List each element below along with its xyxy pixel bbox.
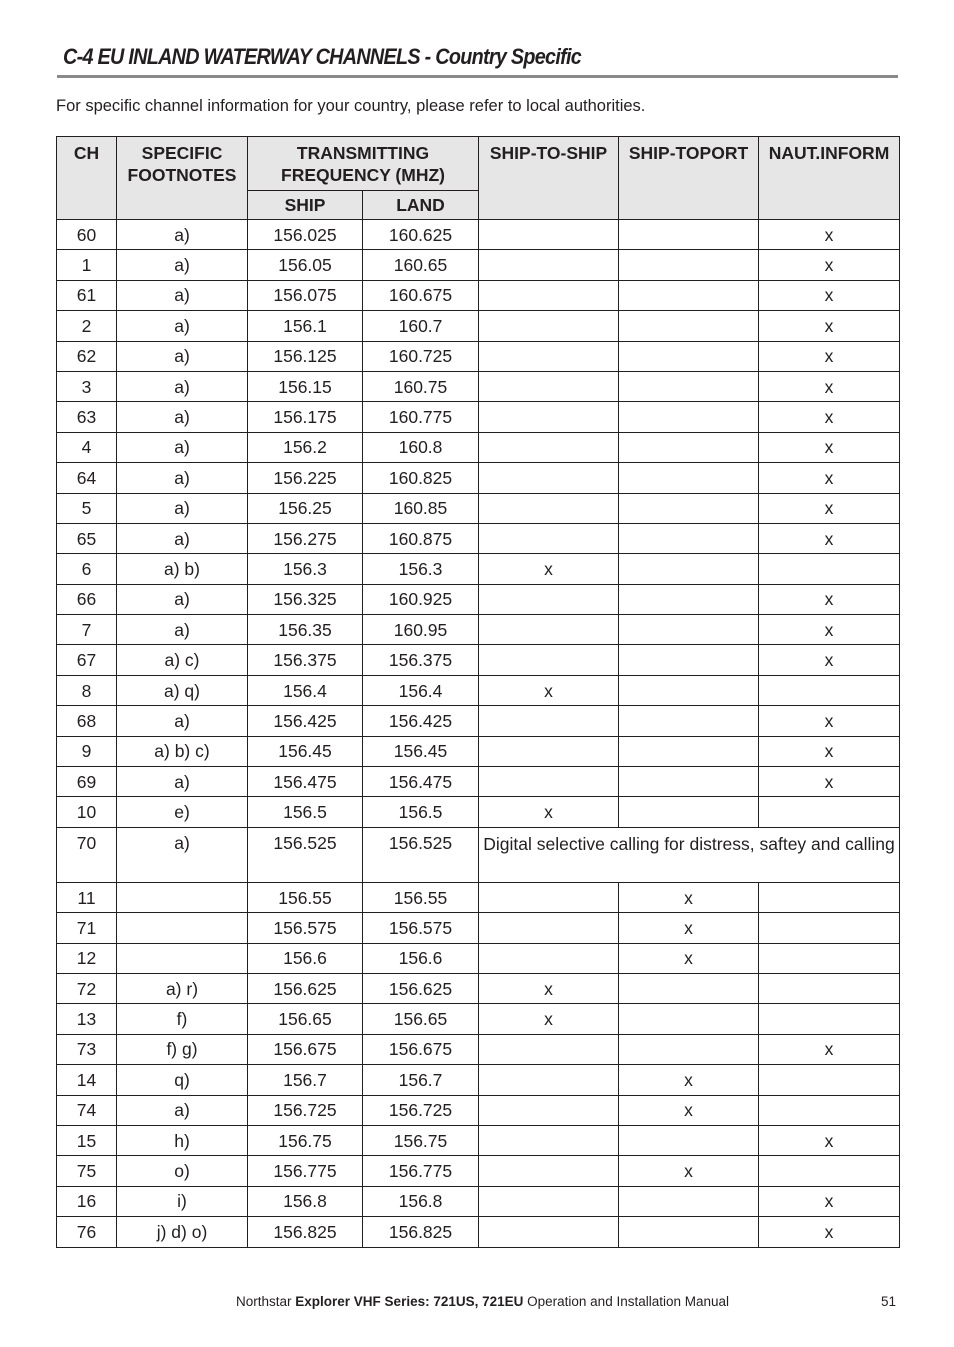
cell-land-frequency: 156.575 (363, 913, 479, 943)
table-row (57, 1034, 900, 1064)
cell-ship-frequency: 156.3 (248, 554, 363, 584)
cell-footnotes (117, 913, 248, 943)
table-row (57, 554, 900, 584)
cell-footnotes: a) (117, 493, 248, 523)
cell-land-frequency: 156.375 (363, 645, 479, 675)
channel-rows (57, 220, 900, 1248)
cell-land-frequency: 160.8 (363, 432, 479, 462)
table-row (57, 797, 900, 827)
cell-naut-inform: x (759, 523, 900, 553)
cell-ship-to-ship (479, 250, 619, 280)
cell-land-frequency: 156.525 (363, 827, 479, 882)
cell-land-frequency: 160.75 (363, 371, 479, 401)
cell-naut-inform: x (759, 402, 900, 432)
table-row (57, 1004, 900, 1034)
cell-ship-toport (619, 493, 759, 523)
table-row (57, 706, 900, 736)
cell-ship-to-ship (479, 767, 619, 797)
cell-ship-toport (619, 645, 759, 675)
cell-footnotes: a) (117, 1095, 248, 1125)
cell-ship-frequency: 156.65 (248, 1004, 363, 1034)
table-row (57, 402, 900, 432)
cell-land-frequency: 160.7 (363, 311, 479, 341)
cell-channel: 12 (57, 943, 117, 973)
table-row (57, 675, 900, 705)
cell-land-frequency: 156.775 (363, 1156, 479, 1186)
cell-channel: 72 (57, 973, 117, 1003)
cell-ship-to-ship (479, 584, 619, 614)
cell-ship-to-ship (479, 1095, 619, 1125)
cell-naut-inform: x (759, 220, 900, 250)
cell-land-frequency: 156.825 (363, 1217, 479, 1247)
cell-naut-inform (759, 1156, 900, 1186)
table-row (57, 1095, 900, 1125)
cell-channel: 2 (57, 311, 117, 341)
cell-ship-frequency: 156.525 (248, 827, 363, 882)
cell-ship-frequency: 156.475 (248, 767, 363, 797)
cell-channel: 69 (57, 767, 117, 797)
cell-land-frequency: 156.7 (363, 1065, 479, 1095)
cell-ship-to-ship (479, 943, 619, 973)
cell-naut-inform: x (759, 615, 900, 645)
cell-ship-toport: x (619, 1156, 759, 1186)
cell-land-frequency: 160.85 (363, 493, 479, 523)
cell-naut-inform (759, 797, 900, 827)
cell-ship-to-ship: x (479, 675, 619, 705)
cell-naut-inform (759, 1095, 900, 1125)
cell-channel: 74 (57, 1095, 117, 1125)
table-row (57, 463, 900, 493)
cell-ship-toport (619, 1004, 759, 1034)
cell-land-frequency: 160.95 (363, 615, 479, 645)
cell-ship-to-ship (479, 432, 619, 462)
cell-channel: 8 (57, 675, 117, 705)
cell-channel: 70 (57, 827, 117, 882)
cell-ship-toport: x (619, 913, 759, 943)
cell-channel: 68 (57, 706, 117, 736)
cell-ship-to-ship (479, 615, 619, 645)
cell-ship-toport: x (619, 1065, 759, 1095)
cell-channel: 62 (57, 341, 117, 371)
cell-ship-toport: x (619, 943, 759, 973)
cell-ship-to-ship (479, 1186, 619, 1216)
cell-naut-inform: x (759, 1034, 900, 1064)
cell-footnotes: j) d) o) (117, 1217, 248, 1247)
cell-ship-to-ship (479, 523, 619, 553)
cell-ship-to-ship (479, 736, 619, 766)
cell-naut-inform: x (759, 463, 900, 493)
cell-ship-toport (619, 1034, 759, 1064)
header-land: LAND (363, 191, 479, 220)
cell-footnotes: a) (117, 584, 248, 614)
cell-land-frequency: 160.925 (363, 584, 479, 614)
cell-land-frequency: 156.8 (363, 1186, 479, 1216)
cell-naut-inform: x (759, 706, 900, 736)
cell-footnotes: a) (117, 311, 248, 341)
cell-ship-toport (619, 341, 759, 371)
cell-footnotes: i) (117, 1186, 248, 1216)
cell-channel: 13 (57, 1004, 117, 1034)
cell-channel: 7 (57, 615, 117, 645)
cell-ship-frequency: 156.55 (248, 882, 363, 912)
cell-land-frequency: 156.3 (363, 554, 479, 584)
cell-naut-inform: x (759, 371, 900, 401)
table-row (57, 913, 900, 943)
cell-ship-toport (619, 973, 759, 1003)
cell-channel: 14 (57, 1065, 117, 1095)
table-row (57, 432, 900, 462)
cell-ship-to-ship (479, 913, 619, 943)
cell-ship-frequency: 156.575 (248, 913, 363, 943)
cell-ship-frequency: 156.625 (248, 973, 363, 1003)
cell-channel: 60 (57, 220, 117, 250)
table-row (57, 250, 900, 280)
cell-naut-inform: x (759, 736, 900, 766)
cell-ship-frequency: 156.2 (248, 432, 363, 462)
footer-text (236, 1294, 729, 1309)
cell-naut-inform: x (759, 432, 900, 462)
cell-channel: 3 (57, 371, 117, 401)
cell-channel: 6 (57, 554, 117, 584)
cell-channel: 1 (57, 250, 117, 280)
cell-footnotes: a) (117, 767, 248, 797)
cell-footnotes: a) b) c) (117, 736, 248, 766)
cell-ship-frequency: 156.35 (248, 615, 363, 645)
cell-ship-toport (619, 371, 759, 401)
cell-land-frequency: 156.6 (363, 943, 479, 973)
cell-naut-inform (759, 1065, 900, 1095)
cell-ship-toport (619, 736, 759, 766)
cell-ship-frequency: 156.425 (248, 706, 363, 736)
cell-ship-to-ship: x (479, 973, 619, 1003)
cell-naut-inform: x (759, 280, 900, 310)
cell-ship-to-ship (479, 1156, 619, 1186)
cell-ship-frequency: 156.8 (248, 1186, 363, 1216)
cell-ship-frequency: 156.175 (248, 402, 363, 432)
cell-footnotes: a) (117, 463, 248, 493)
cell-footnotes: a) b) (117, 554, 248, 584)
table-row (57, 523, 900, 553)
cell-ship-frequency: 156.675 (248, 1034, 363, 1064)
cell-ship-frequency: 156.325 (248, 584, 363, 614)
cell-naut-inform: x (759, 341, 900, 371)
cell-channel: 65 (57, 523, 117, 553)
cell-ship-frequency: 156.225 (248, 463, 363, 493)
cell-ship-toport (619, 615, 759, 645)
cell-footnotes: a) (117, 706, 248, 736)
cell-ship-toport (619, 463, 759, 493)
cell-land-frequency: 156.4 (363, 675, 479, 705)
cell-channel: 71 (57, 913, 117, 943)
cell-ship-to-ship (479, 645, 619, 675)
table-row (57, 1065, 900, 1095)
cell-naut-inform (759, 973, 900, 1003)
cell-footnotes: a) q) (117, 675, 248, 705)
cell-ship-toport (619, 1125, 759, 1155)
cell-ship-toport (619, 523, 759, 553)
cell-channel: 4 (57, 432, 117, 462)
cell-ship-to-ship (479, 1065, 619, 1095)
cell-ship-frequency: 156.775 (248, 1156, 363, 1186)
cell-ship-toport (619, 432, 759, 462)
cell-channel: 76 (57, 1217, 117, 1247)
cell-footnotes: a) (117, 402, 248, 432)
cell-naut-inform: x (759, 1217, 900, 1247)
cell-footnotes: a) c) (117, 645, 248, 675)
cell-ship-toport: x (619, 882, 759, 912)
cell-footnotes: e) (117, 797, 248, 827)
table-row (57, 973, 900, 1003)
footer-prefix: Northstar (236, 1294, 296, 1309)
cell-naut-inform: x (759, 645, 900, 675)
cell-land-frequency: 160.825 (363, 463, 479, 493)
title-rule (57, 75, 898, 78)
cell-footnotes: q) (117, 1065, 248, 1095)
cell-ship-toport (619, 554, 759, 584)
table-row (57, 736, 900, 766)
cell-channel: 9 (57, 736, 117, 766)
header-ch: CH (57, 137, 117, 220)
table-row (57, 943, 900, 973)
cell-footnotes: h) (117, 1125, 248, 1155)
cell-ship-to-ship (479, 402, 619, 432)
cell-footnotes (117, 943, 248, 973)
cell-channel: 15 (57, 1125, 117, 1155)
cell-ship-to-ship (479, 882, 619, 912)
cell-ship-to-ship (479, 371, 619, 401)
cell-channel: 16 (57, 1186, 117, 1216)
cell-ship-toport: x (619, 1095, 759, 1125)
header-naut-inform: NAUT.INFORM (759, 137, 900, 220)
cell-channel: 63 (57, 402, 117, 432)
intro-text: For specific channel information for your country, please refer to local authorities. (56, 97, 646, 115)
cell-land-frequency: 156.475 (363, 767, 479, 797)
cell-naut-inform: x (759, 311, 900, 341)
cell-channel: 64 (57, 463, 117, 493)
cell-naut-inform: x (759, 250, 900, 280)
cell-land-frequency: 156.425 (363, 706, 479, 736)
cell-footnotes: a) (117, 280, 248, 310)
cell-footnotes: a) (117, 341, 248, 371)
table-row (57, 645, 900, 675)
cell-naut-inform (759, 675, 900, 705)
cell-land-frequency: 156.625 (363, 973, 479, 1003)
cell-channel: 5 (57, 493, 117, 523)
cell-footnotes: f) g) (117, 1034, 248, 1064)
cell-ship-frequency: 156.7 (248, 1065, 363, 1095)
cell-ship-toport (619, 797, 759, 827)
cell-naut-inform (759, 882, 900, 912)
cell-land-frequency: 160.625 (363, 220, 479, 250)
cell-footnotes (117, 882, 248, 912)
table-row (57, 767, 900, 797)
table-row (57, 493, 900, 523)
cell-naut-inform: x (759, 767, 900, 797)
cell-ship-frequency: 156.1 (248, 311, 363, 341)
page-title: C-4 EU INLAND WATERWAY CHANNELS - Country Specific (63, 44, 582, 69)
cell-channel: 66 (57, 584, 117, 614)
cell-naut-inform (759, 913, 900, 943)
table-row (57, 220, 900, 250)
cell-ship-to-ship (479, 1217, 619, 1247)
table-row (57, 882, 900, 912)
header-footnotes: SPECIFIC FOOTNOTES (117, 137, 248, 220)
table-row (57, 1186, 900, 1216)
table-row (57, 584, 900, 614)
cell-footnotes: a) (117, 371, 248, 401)
cell-ship-frequency: 156.6 (248, 943, 363, 973)
cell-ship-frequency: 156.075 (248, 280, 363, 310)
header-ship: SHIP (248, 191, 363, 220)
cell-ship-toport (619, 706, 759, 736)
cell-ship-to-ship: x (479, 1004, 619, 1034)
header-ship-to-ship: SHIP-TO-SHIP (479, 137, 619, 220)
cell-channel: 61 (57, 280, 117, 310)
cell-ship-frequency: 156.4 (248, 675, 363, 705)
cell-ship-frequency: 156.75 (248, 1125, 363, 1155)
cell-footnotes: a) r) (117, 973, 248, 1003)
cell-land-frequency: 160.775 (363, 402, 479, 432)
cell-ship-to-ship (479, 280, 619, 310)
cell-ship-to-ship (479, 220, 619, 250)
header-ship-toport: SHIP-TOPORT (619, 137, 759, 220)
table-row (57, 311, 900, 341)
cell-footnotes: a) (117, 827, 248, 882)
cell-land-frequency: 160.675 (363, 280, 479, 310)
cell-ship-to-ship (479, 1034, 619, 1064)
cell-naut-inform: x (759, 493, 900, 523)
cell-land-frequency: 156.675 (363, 1034, 479, 1064)
footer-suffix: Operation and Installation Manual (523, 1294, 730, 1309)
cell-land-frequency: 156.65 (363, 1004, 479, 1034)
cell-ship-to-ship (479, 1125, 619, 1155)
cell-land-frequency: 160.725 (363, 341, 479, 371)
cell-ship-to-ship (479, 706, 619, 736)
cell-ship-to-ship (479, 311, 619, 341)
cell-land-frequency: 156.55 (363, 882, 479, 912)
table-row (57, 371, 900, 401)
header-transmitting: TRANSMITTING FREQUENCY (MHZ) (248, 137, 479, 191)
cell-channel: 11 (57, 882, 117, 912)
cell-ship-frequency: 156.125 (248, 341, 363, 371)
cell-footnotes: a) (117, 220, 248, 250)
cell-ship-to-ship: x (479, 797, 619, 827)
table-row (57, 827, 900, 882)
table-row (57, 341, 900, 371)
table-row (57, 280, 900, 310)
cell-ship-frequency: 156.725 (248, 1095, 363, 1125)
cell-ship-frequency: 156.05 (248, 250, 363, 280)
cell-ship-toport (619, 311, 759, 341)
table-row (57, 1156, 900, 1186)
cell-ship-toport (619, 1217, 759, 1247)
cell-ship-frequency: 156.825 (248, 1217, 363, 1247)
cell-ship-to-ship: x (479, 554, 619, 584)
cell-dsc-note: Digital selective calling for distress, saftey and calling (479, 827, 900, 882)
channel-table (56, 136, 900, 1248)
cell-naut-inform (759, 554, 900, 584)
cell-naut-inform (759, 943, 900, 973)
cell-ship-frequency: 156.15 (248, 371, 363, 401)
cell-naut-inform: x (759, 584, 900, 614)
cell-footnotes: a) (117, 615, 248, 645)
cell-ship-toport (619, 1186, 759, 1216)
cell-channel: 73 (57, 1034, 117, 1064)
cell-ship-frequency: 156.5 (248, 797, 363, 827)
cell-ship-toport (619, 250, 759, 280)
cell-footnotes: a) (117, 523, 248, 553)
cell-channel: 67 (57, 645, 117, 675)
cell-ship-frequency: 156.45 (248, 736, 363, 766)
cell-land-frequency: 156.5 (363, 797, 479, 827)
cell-channel: 10 (57, 797, 117, 827)
cell-naut-inform: x (759, 1186, 900, 1216)
cell-naut-inform (759, 1004, 900, 1034)
cell-ship-toport (619, 402, 759, 432)
footer-product: Explorer VHF Series: 721US, 721EU (295, 1294, 524, 1309)
cell-ship-frequency: 156.275 (248, 523, 363, 553)
cell-ship-toport (619, 767, 759, 797)
table-row (57, 1217, 900, 1247)
cell-ship-frequency: 156.375 (248, 645, 363, 675)
cell-footnotes: a) (117, 250, 248, 280)
cell-ship-to-ship (479, 463, 619, 493)
cell-land-frequency: 156.45 (363, 736, 479, 766)
cell-ship-toport (619, 220, 759, 250)
cell-channel: 75 (57, 1156, 117, 1186)
table-row (57, 1125, 900, 1155)
table-row (57, 615, 900, 645)
cell-land-frequency: 160.875 (363, 523, 479, 553)
cell-ship-to-ship (479, 341, 619, 371)
cell-ship-frequency: 156.25 (248, 493, 363, 523)
cell-ship-frequency: 156.025 (248, 220, 363, 250)
cell-ship-to-ship (479, 493, 619, 523)
cell-footnotes: f) (117, 1004, 248, 1034)
cell-land-frequency: 156.725 (363, 1095, 479, 1125)
page-number: 51 (881, 1294, 897, 1309)
cell-land-frequency: 156.75 (363, 1125, 479, 1155)
cell-ship-toport (619, 280, 759, 310)
cell-ship-toport (619, 675, 759, 705)
cell-footnotes: o) (117, 1156, 248, 1186)
cell-naut-inform: x (759, 1125, 900, 1155)
cell-land-frequency: 160.65 (363, 250, 479, 280)
cell-ship-toport (619, 584, 759, 614)
cell-footnotes: a) (117, 432, 248, 462)
